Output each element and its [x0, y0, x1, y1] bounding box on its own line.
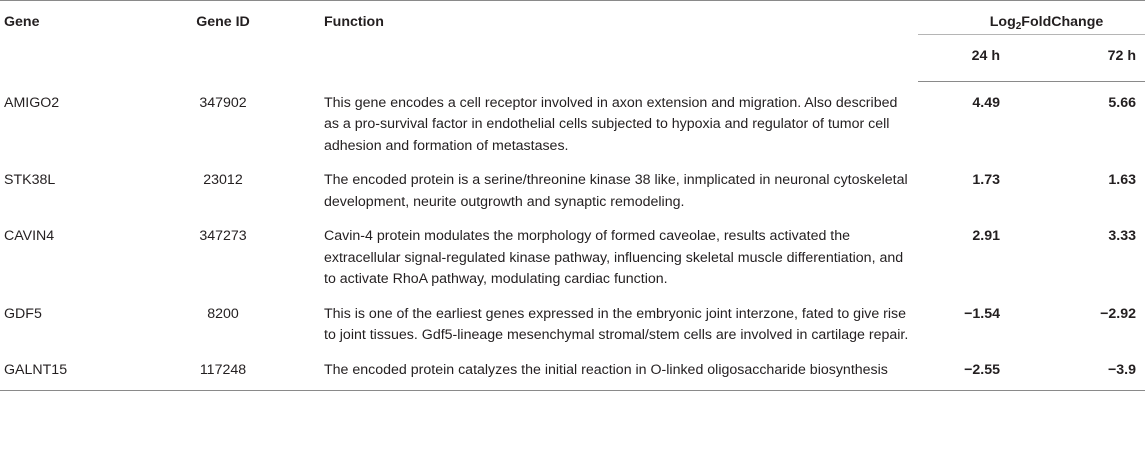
cell-24h: −1.54 — [964, 305, 1000, 322]
cell-24h: 2.91 — [972, 228, 1000, 244]
cell-gene: GALNT15 — [0, 349, 130, 391]
cell-function: The encoded protein is a serine/threonine kinase 38 like, inmplicated in neuronal cytoskeletal development, neurite outgrowth and synaptic remodeling. — [324, 172, 908, 210]
cell-gene-id: 347902 — [199, 94, 247, 111]
cell-24h: −2.55 — [918, 349, 1026, 391]
cell-function: Cavin-4 protein modulates the morphology of formed caveolae, results activated the extracellular signal-regulated kinase pathway, influencing skeletal muscle differentiation, and to activate RhoA pathway, modulating cardiac function. — [324, 228, 904, 287]
header-log2-subscript: 2 — [1015, 21, 1022, 32]
table-row — [0, 215, 1145, 293]
header-log2-suffix: FoldChange — [1021, 14, 1104, 30]
cell-gene: GDF5 — [4, 305, 42, 322]
header-row-top — [0, 1, 1145, 35]
header-log2-fold-change — [918, 1, 1145, 35]
cell-gene: AMIGO2 — [4, 94, 60, 111]
cell-72h: −3.9 — [1026, 349, 1145, 391]
cell-72h: −2.92 — [1100, 305, 1136, 322]
cell-24h: 4.49 — [972, 95, 1000, 111]
table-row — [0, 293, 1145, 349]
cell-gene-id: 347273 — [199, 228, 247, 244]
cell-gene-id: 23012 — [203, 172, 243, 188]
header-function: Function — [316, 1, 918, 82]
cell-72h: 5.66 — [1108, 95, 1136, 111]
header-log2-prefix: Log — [989, 14, 1016, 30]
table-row — [0, 82, 1145, 160]
cell-24h: 1.73 — [972, 172, 1000, 188]
cell-72h: 3.33 — [1108, 228, 1136, 244]
cell-function: The encoded protein catalyzes the initial reaction in O-linked oligosaccharide biosynthesis — [316, 349, 918, 391]
table-row — [0, 159, 1145, 215]
table-header — [0, 1, 1145, 82]
cell-function: This is one of the earliest genes expressed in the embryonic joint interzone, fated to give rise to joint tissues. Gdf5-lineage mesenchymal stromal/stem cells are involved in cartilage repair. — [324, 305, 909, 343]
cell-gene-id: 117248 — [130, 349, 316, 391]
header-72h: 72 h — [1026, 35, 1145, 82]
cell-function: This gene encodes a cell receptor involved in axon extension and migration. Also described as a pro-survival factor in endothelial cells subjected to hypoxia and regulator of tumor cell adhesion and formation of metastases. — [324, 94, 898, 154]
header-gene-id: Gene ID — [130, 1, 316, 82]
cell-gene: STK38L — [4, 172, 56, 188]
table-body — [0, 82, 1145, 391]
cell-72h: 1.63 — [1108, 172, 1136, 188]
header-24h: 24 h — [918, 35, 1026, 82]
cell-gene: CAVIN4 — [4, 228, 55, 244]
table-row — [0, 349, 1145, 391]
header-gene: Gene — [0, 1, 130, 82]
cell-gene-id: 8200 — [207, 305, 239, 322]
